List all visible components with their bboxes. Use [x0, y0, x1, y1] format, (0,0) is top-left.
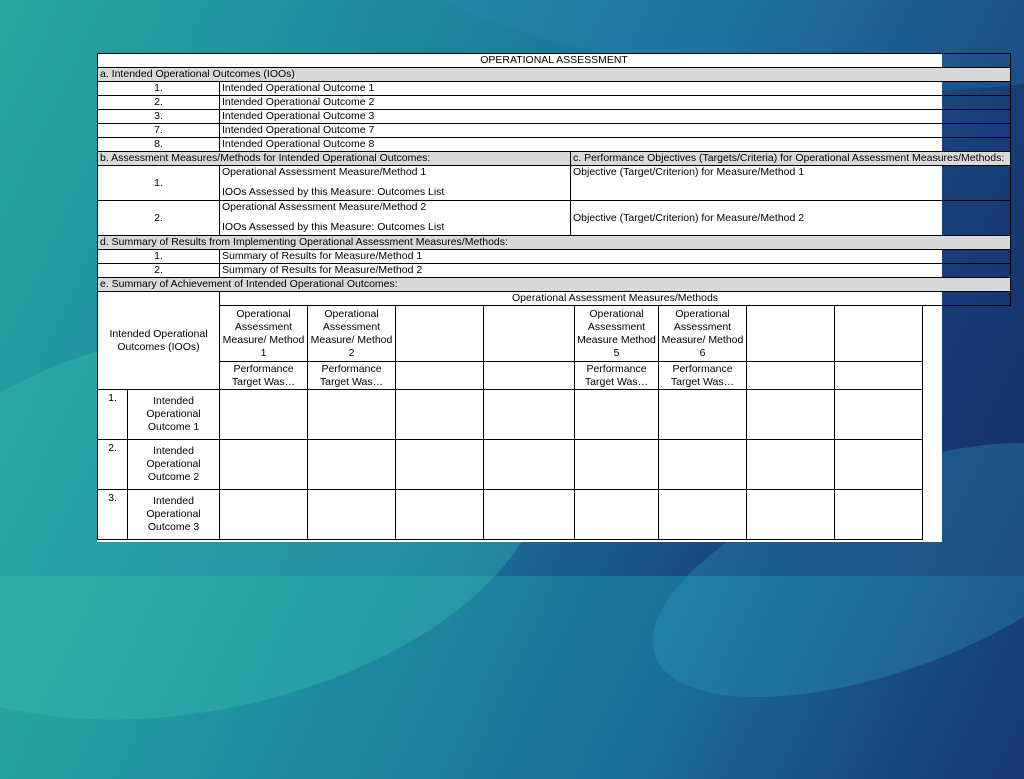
perf-header: Performance Target Was…	[220, 362, 308, 390]
row-number: 8.	[98, 138, 220, 152]
row-number: 1.	[98, 250, 220, 264]
outcome-text: Intended Operational Outcome 8	[220, 138, 1011, 152]
grid-cell	[308, 490, 396, 540]
perf-header	[484, 362, 575, 390]
grid-cell	[835, 390, 923, 440]
method-text: Operational Assessment Measure/Method 1	[222, 166, 427, 178]
measure-col-header	[396, 306, 484, 362]
row-number: 3.	[98, 490, 128, 540]
grid-cell	[396, 490, 484, 540]
grid-cell	[220, 490, 308, 540]
grid-cell	[308, 440, 396, 490]
summary-text: Summary of Results for Measure/Method 2	[220, 264, 1011, 278]
grid-cell	[659, 490, 747, 540]
grid-cell	[659, 440, 747, 490]
table-row	[98, 490, 1011, 540]
grid-cell	[835, 440, 923, 490]
grid-cell	[747, 440, 835, 490]
perf-header: Performance Target Was…	[575, 362, 659, 390]
grid-cell	[575, 440, 659, 490]
objective-text: Objective (Target/Criterion) for Measure/Method 2	[571, 201, 1011, 236]
outcome-text: Intended Operational Outcome 2	[220, 96, 1011, 110]
section-c-label: c. Performance Objectives (Targets/Criteria) for Operational Assessment Measures/Methods:	[571, 152, 1011, 166]
grid-cell	[396, 390, 484, 440]
row-number: 7.	[98, 124, 220, 138]
grid-cell	[575, 490, 659, 540]
method-text: Operational Assessment Measure/Method 2	[222, 201, 427, 213]
grid-cell	[484, 440, 575, 490]
measure-col-header	[747, 306, 835, 362]
perf-header: Performance Target Was…	[308, 362, 396, 390]
measure-col-header	[484, 306, 575, 362]
row-number: 2.	[98, 201, 220, 236]
grid-cell	[220, 390, 308, 440]
row-number: 2.	[98, 96, 220, 110]
measures-header: Operational Assessment Measures/Methods	[220, 292, 1011, 306]
table-row	[98, 390, 1011, 440]
outcome-text: Intended Operational Outcome 7	[220, 124, 1011, 138]
measure-col-header: Operational Assessment Measure Method 5	[575, 306, 659, 362]
perf-header: Performance Target Was…	[659, 362, 747, 390]
page-title: OPERATIONAL ASSESSMENT	[98, 54, 1011, 68]
table-row	[98, 440, 1011, 490]
perf-header	[747, 362, 835, 390]
outcome-cell: Intended Operational Outcome 2	[128, 440, 220, 490]
grid-cell	[747, 390, 835, 440]
measure-col-header: Operational Assessment Measure/ Method 1	[220, 306, 308, 362]
grid-cell	[835, 490, 923, 540]
row-number: 3.	[98, 110, 220, 124]
grid-cell	[484, 390, 575, 440]
ioos-text: IOOs Assessed by this Measure: Outcomes List	[222, 221, 445, 233]
objective-text: Objective (Target/Criterion) for Measure/Method 1	[571, 166, 1011, 201]
row-number: 2.	[98, 264, 220, 278]
outcome-cell: Intended Operational Outcome 1	[128, 390, 220, 440]
assessment-sheet	[97, 53, 1005, 542]
ioos-text: IOOs Assessed by this Measure: Outcomes List	[222, 186, 445, 198]
ioo-header: Intended Operational Outcomes (IOOs)	[98, 292, 220, 390]
outcome-text: Intended Operational Outcome 1	[220, 82, 1011, 96]
section-d-label: d. Summary of Results from Implementing Operational Assessment Measures/Methods:	[98, 236, 1011, 250]
grid-cell	[220, 440, 308, 490]
section-b-label: b. Assessment Measures/Methods for Intended Operational Outcomes:	[98, 152, 571, 166]
outcome-cell: Intended Operational Outcome 3	[128, 490, 220, 540]
row-number: 1.	[98, 390, 128, 440]
summary-text: Summary of Results for Measure/Method 1	[220, 250, 1011, 264]
row-number: 1.	[98, 166, 220, 201]
section-a-label: a. Intended Operational Outcomes (IOOs)	[98, 68, 1011, 82]
grid-cell	[396, 440, 484, 490]
assessment-table	[97, 53, 1011, 540]
section-e-label: e. Summary of Achievement of Intended Operational Outcomes:	[98, 278, 1011, 292]
outcome-text: Intended Operational Outcome 3	[220, 110, 1011, 124]
row-number: 2.	[98, 440, 128, 490]
perf-header	[835, 362, 923, 390]
measure-col-header: Operational Assessment Measure/ Method 6	[659, 306, 747, 362]
grid-cell	[747, 490, 835, 540]
grid-cell	[308, 390, 396, 440]
grid-cell	[484, 490, 575, 540]
perf-header	[396, 362, 484, 390]
measure-col-header	[835, 306, 923, 362]
grid-cell	[575, 390, 659, 440]
measure-col-header: Operational Assessment Measure/ Method 2	[308, 306, 396, 362]
grid-cell	[659, 390, 747, 440]
row-number: 1.	[98, 82, 220, 96]
